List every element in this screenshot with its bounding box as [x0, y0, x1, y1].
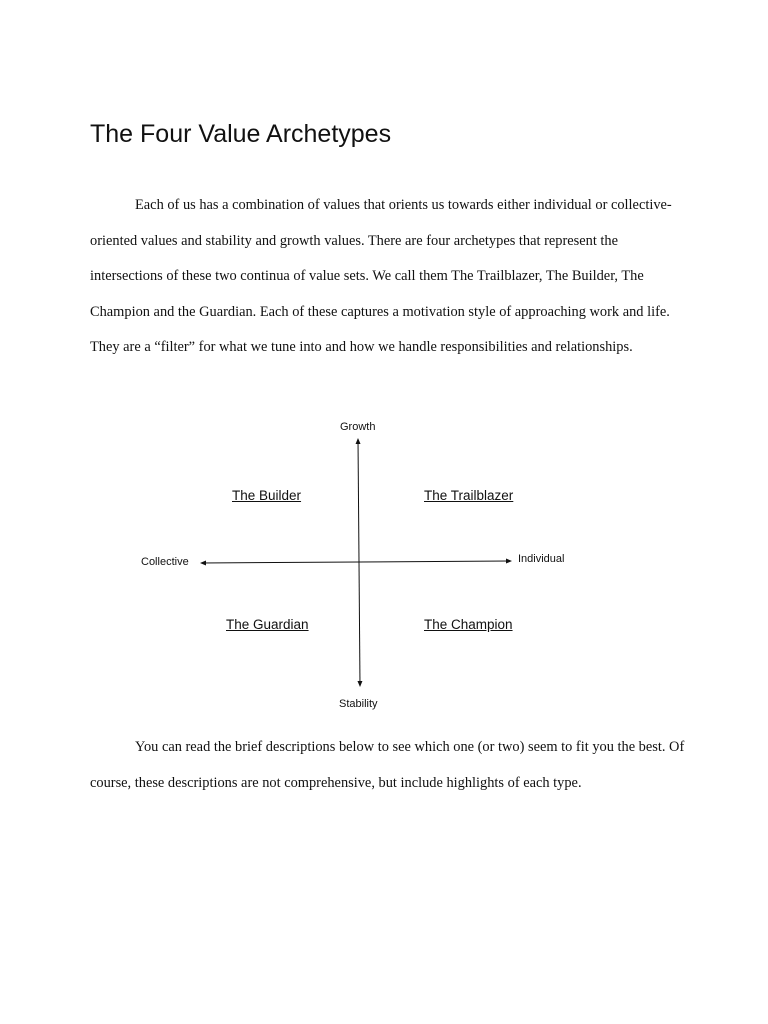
quadrant-label-builder: The Builder [232, 488, 302, 503]
value-archetypes-diagram [130, 415, 580, 715]
axis-label-collective: Collective [141, 556, 189, 568]
descriptions-paragraph: You can read the brief descriptions below to see which one (or two) seem to fit you the best. Of course, these descriptions are not comprehensive, but include highlights of each type. [90, 739, 685, 791]
horizontal-axis-right [359, 561, 511, 562]
horizontal-axis-left [201, 562, 359, 563]
quadrant-label-trailblazer: The Trailblazer [424, 488, 514, 503]
quadrant-label-champion: The Champion [424, 617, 513, 632]
axis-label-growth: Growth [340, 421, 376, 433]
intro-paragraph: Each of us has a combination of values that orients us towards either individual or collective-oriented values and stability and growth values. There are four archetypes that represent the intersections of these two continua of value sets. We call them The Trailblazer, The Builder, The Champion and the Guardian. Each of these captures a motivation style of approaching work and life. They are a “filter” for what we tune into and how we handle responsibilities and relationships. [90, 197, 672, 356]
axes-graphic [130, 415, 580, 715]
vertical-axis-up [358, 439, 359, 562]
vertical-axis-down [359, 562, 360, 686]
page-title: The Four Value Archetypes [90, 120, 392, 148]
axis-label-individual: Individual [518, 553, 565, 565]
quadrant-label-guardian: The Guardian [226, 617, 309, 632]
axis-label-stability: Stability [339, 698, 378, 710]
